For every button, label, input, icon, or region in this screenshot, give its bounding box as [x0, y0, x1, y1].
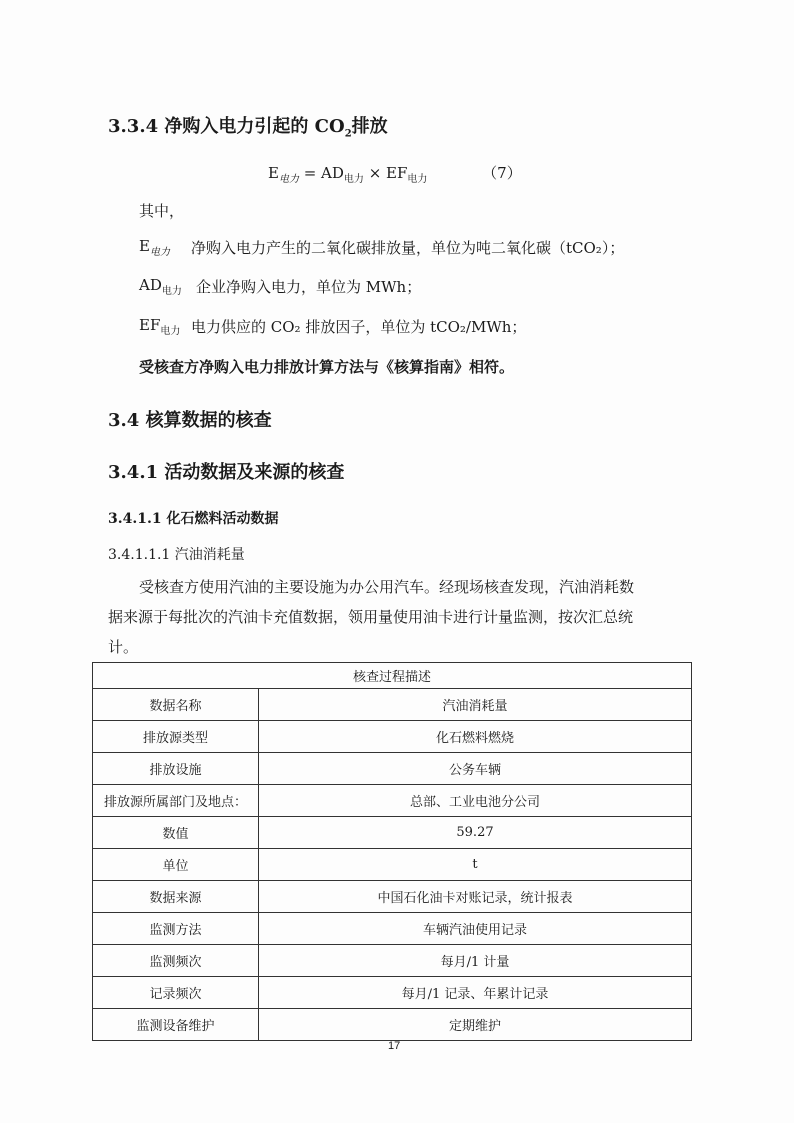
- table-row: [93, 913, 692, 945]
- row-value: 汽油消耗量: [259, 689, 692, 721]
- row-value: t: [259, 849, 692, 881]
- section-heading-3-3-4: 3.3.4 净购入电力引起的 $CO_2$排放: [108, 116, 388, 140]
- table-row: [93, 945, 692, 977]
- row-label: 排放设施: [93, 753, 259, 785]
- row-value: 总部、工业电池分公司: [259, 785, 692, 817]
- paragraph-line: 计。: [108, 638, 139, 656]
- definition-ad: $AD_{电力}$ 企业净购入电力，单位为 MWh；: [139, 276, 422, 297]
- row-value: 定期维护: [259, 1009, 692, 1041]
- row-value: 公务车辆: [259, 753, 692, 785]
- conclusion-text: 受核查方净购入电力排放计算方法与《核算指南》相符。: [139, 358, 515, 376]
- section-heading-3-4-1: 3.4.1 活动数据及来源的核查: [108, 462, 345, 483]
- formula-7: $E_{电力} = AD_{电力} \times EF_{电力}$ （7）: [268, 164, 522, 185]
- row-label: 数据来源: [93, 881, 259, 913]
- row-label: 监测频次: [93, 945, 259, 977]
- definition-e: $E_{电力}$ 净购入电力产生的二氧化碳排放量，单位为吨二氧化碳（tCO₂）；: [139, 237, 625, 258]
- page-number: 17: [388, 1040, 401, 1052]
- table-row: [93, 817, 692, 849]
- row-value: 化石燃料燃烧: [259, 721, 692, 753]
- row-label: 单位: [93, 849, 259, 881]
- section-heading-3-4: 3.4 核算数据的核查: [108, 410, 272, 431]
- row-value: 59.27: [259, 817, 692, 849]
- section-heading-3-4-1-1: 3.4.1.1 化石燃料活动数据: [108, 511, 279, 527]
- row-label: 记录频次: [93, 977, 259, 1009]
- table-row: [93, 977, 692, 1009]
- row-label: 监测方法: [93, 913, 259, 945]
- row-label: 数据名称: [93, 689, 259, 721]
- table-header: 核查过程描述: [93, 663, 692, 689]
- table-row: [93, 849, 692, 881]
- row-label: 监测设备维护: [93, 1009, 259, 1041]
- table-row: [93, 881, 692, 913]
- row-value: 每月/1 计量: [259, 945, 692, 977]
- table-row: [93, 1009, 692, 1041]
- where-label: 其中，: [139, 202, 185, 220]
- verification-table: [92, 662, 692, 1041]
- paragraph-line: 据来源于每批次的汽油卡充值数据，领用量使用油卡进行计量监测，按次汇总统: [108, 608, 634, 626]
- row-label: 排放源类型: [93, 721, 259, 753]
- table-row: [93, 721, 692, 753]
- row-label: 排放源所属部门及地点：: [93, 785, 259, 817]
- paragraph-line: 受核查方使用汽油的主要设施为办公用汽车。经现场核查发现，汽油消耗数: [139, 578, 635, 596]
- row-value: 中国石化油卡对账记录，统计报表: [259, 881, 692, 913]
- definition-ef: $EF_{电力}$ 电力供应的 CO₂ 排放因子，单位为 tCO₂/MWh；: [139, 316, 527, 337]
- table-row: [93, 689, 692, 721]
- row-value: 车辆汽油使用记录: [259, 913, 692, 945]
- section-heading-3-4-1-1-1: 3.4.1.1.1 汽油消耗量: [108, 547, 245, 563]
- row-value: 每月/1 记录、年累计记录: [259, 977, 692, 1009]
- row-label: 数值: [93, 817, 259, 849]
- table-row: [93, 785, 692, 817]
- table-row: [93, 753, 692, 785]
